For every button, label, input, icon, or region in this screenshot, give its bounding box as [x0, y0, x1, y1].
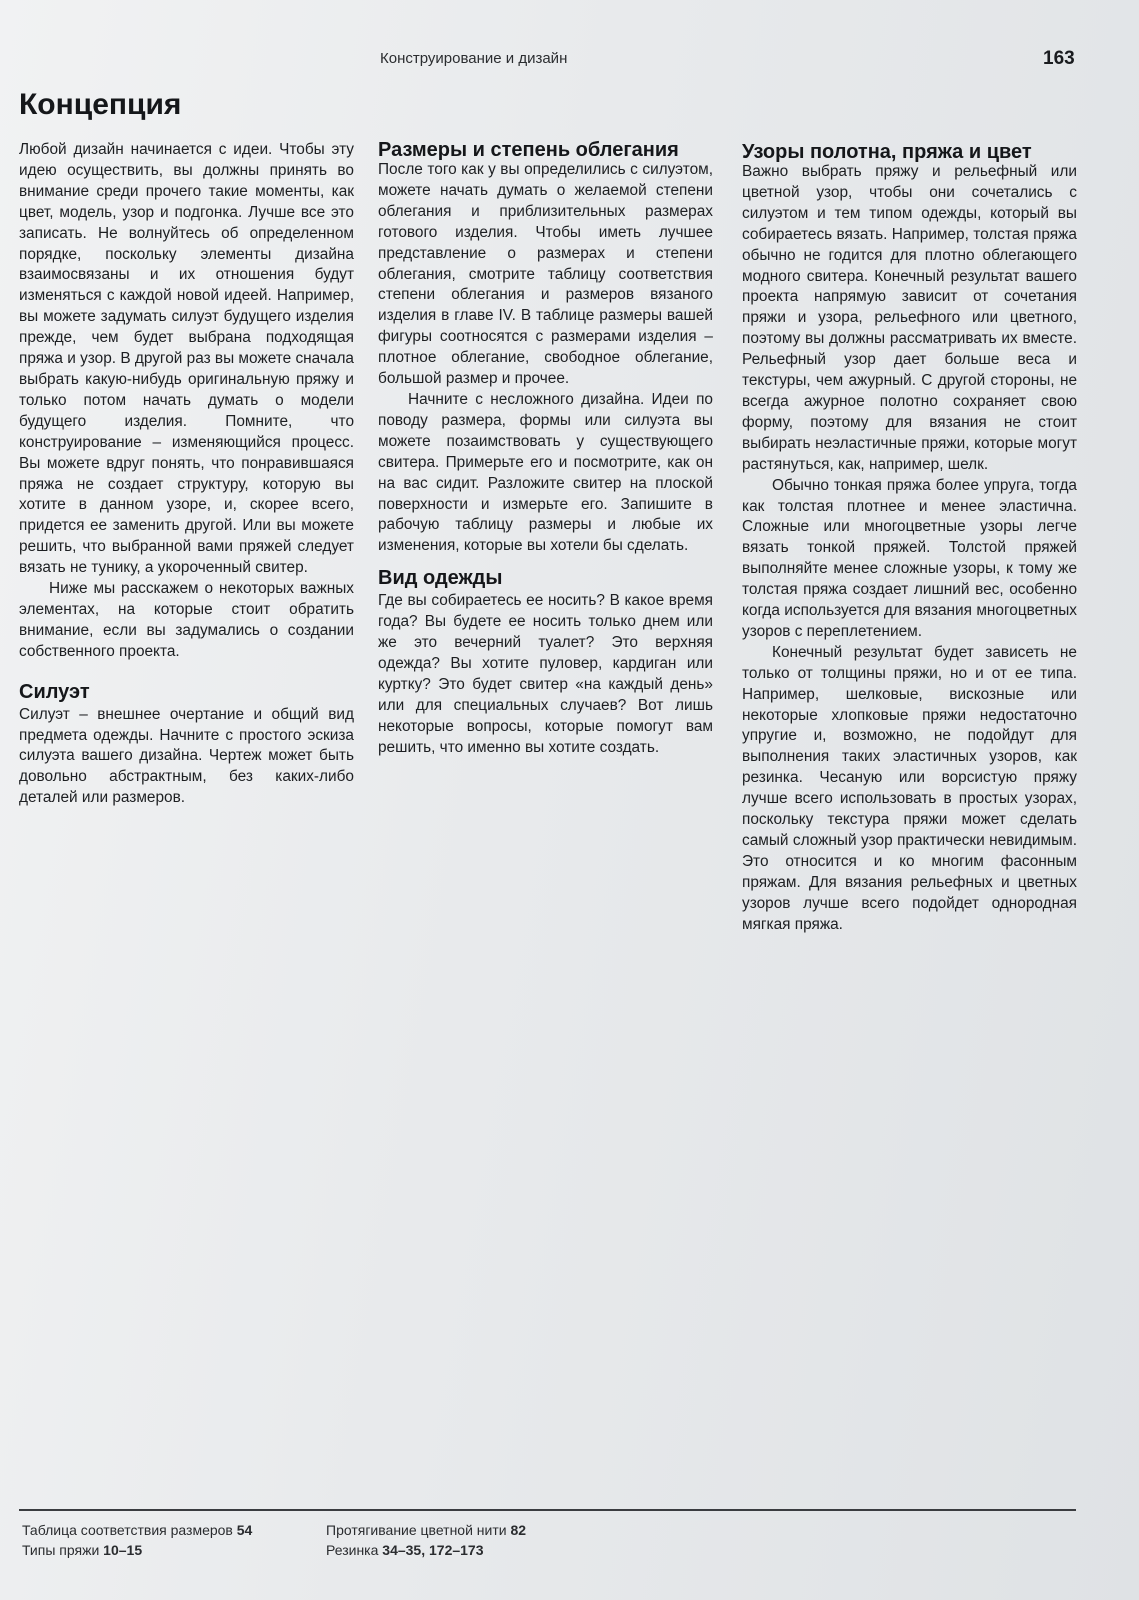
running-title: Конструирование и дизайн: [380, 50, 568, 67]
cross-reference-page: 34–35, 172–173: [382, 1542, 484, 1558]
cross-reference-item[interactable]: [22, 1520, 252, 1540]
cross-reference-page: 54: [236, 1522, 253, 1538]
footer-divider: [19, 1509, 1076, 1511]
heading-silhouette: Силуэт: [19, 680, 90, 703]
cross-reference-label: Резинка: [326, 1542, 379, 1558]
silhouette-paragraph: Силуэт – внешнее очертание и общий вид предмета одежды. Начните с простого эскиза силуэта вашего дизайна. Чертеж может быть довольно абстрактным, без каких-либо деталей или размеров.: [19, 705, 354, 807]
patterns-paragraph: Важно выбрать пряжу и рельефный или цветной узор, чтобы они сочетались с силуэтом и тем типом одежды, который вы собираетесь вязать. Например, толстая пряжа обычно не годится для плотно облегающего модного свитера. Конечный результат вашего проекта напрямую зависит от сочетания пряжи и узора, рельефного или цветного, поэтому вы должны рассматривать их вместе. Рельефный узор дает больше веса и текстуры, чем ажурный. С другой стороны, не всегда ажурное полотно сохраняет свою форму, поэтому для вязания не стоит выбирать неэластичные пряжи, которые могут растянуться, как, например, шелк.: [742, 163, 1077, 473]
cross-reference-item[interactable]: [326, 1520, 526, 1540]
cross-reference-label: Таблица соответствия размеров: [22, 1522, 233, 1538]
cross-reference-label: Типы пряжи: [22, 1542, 100, 1558]
patterns-paragraph-3: Конечный результат будет зависеть не только от толщины пряжи, но и от ее типа. Например, шелковые, вискозные или некоторые хлопковые пряжи недостаточно упругие и, возможно, не подойдут для выполнения таких эластичных узоров, как резинка. Чесаную или ворсистую пряжу лучше всего использовать в простых узорах, поскольку текстура пряжи может сделать самый сложный узор практически невидимым. Это относится и ко многим фасонным пряжам. Для вязания рельефных и цветных узоров лучше всего подойдет однородная мягкая пряжа.: [742, 643, 1077, 933]
heading-patterns-yarn-color: Узоры полотна, пряжа и цвет: [742, 141, 1032, 163]
column-middle: [378, 140, 713, 758]
cross-reference-list-right: [326, 1520, 526, 1560]
cross-reference-page: 10–15: [103, 1542, 143, 1558]
section-title: Концепция: [19, 88, 182, 121]
column-left: [19, 140, 354, 809]
sizes-paragraph-2: Начните с несложного дизайна. Идеи по поводу размера, формы или силуэта вы можете позаимствовать у существующего свитера. Примерьте его и посмотрите, как он на вас сидит. Разложите свитер на плоской поверхности и измерьте его. Запишите в рабочую таблицу размеры и любые их изменения, которые вы хотели бы сделать.: [378, 390, 713, 555]
intro-paragraph-2: Ниже мы расскажем о некоторых важных элементах, на которые стоит обратить внимание, если вы задумались о создании собственного проекта.: [19, 580, 354, 660]
page-number: 163: [1043, 48, 1075, 69]
cross-reference-item[interactable]: [22, 1540, 252, 1560]
sizes-paragraph: После того как у вы определились с силуэтом, можете начать думать о желаемой степени облегания и приблизительных размерах готового изделия. Чтобы иметь лучшее представление о размерах и степени облегания, смотрите таблицу соответствия степени облегания и размеров вязаного изделия в главе IV. В таблице размеры вашей фигуры соотносятся с размерами изделия – плотное облегание, свободное облегание, большой размер и прочее.: [378, 161, 713, 388]
garment-type-paragraph: Где вы собираетесь ее носить? В какое время года? Вы будете ее носить только днем или же это вечерний туалет? Это верхняя одежда? Вы хотите пуловер, кардиган или куртку? Это будет свитер «на каждый день» или для специальных случаев? Вот лишь некоторые вопросы, которые помогут вам решить, что именно вы хотите создать.: [378, 592, 713, 756]
heading-garment-type: Вид одежды: [378, 567, 503, 590]
intro-paragraph: Любой дизайн начинается с идеи. Чтобы эту идею осуществить, вы должны принять во внимание среди прочего такие моменты, как цвет, модель, узор и подгонка. Лучше все это записать. Не волнуйтесь об определенном порядке, поскольку элементы дизайна взаимосвязаны и их отношения будут изменяться с каждой новой идеей. Например, вы можете задумать силуэт будущего изделия прежде, чем будет выбрана подходящая пряжа и узор. В другой раз вы можете сначала выбрать какую-нибудь оригинальную пряжу и только потом начать думать о модели будущего изделия. Помните, что конструирование – изменяющийся процесс. Вы можете вдруг понять, что понравившаяся пряжа не создает структуру, которую вы хотите в данном узоре, и, скорее всего, придется ее заменить другой. Или вы можете решить, что выбранной вами пряжей следует вязать не тунику, а укороченный свитер.: [19, 141, 354, 577]
cross-reference-page: 82: [510, 1522, 527, 1538]
patterns-paragraph-2: Обычно тонкая пряжа более упруга, тогда как толстая плотнее и менее эластична. Сложные или многоцветные узоры легче вязать тонкой пряжей. Толстой пряжей выполняйте менее сложные узоры, к тому же толстая пряжа создает лишний вес, особенно когда используется для вязания многоцветных узоров с переплетением.: [742, 476, 1077, 640]
column-right: [742, 140, 1077, 936]
cross-reference-label: Протягивание цветной нити: [326, 1522, 507, 1538]
cross-reference-list-left: [22, 1520, 252, 1560]
heading-sizes-fit: Размеры и степень облегания: [378, 139, 679, 161]
cross-reference-item[interactable]: [326, 1540, 526, 1560]
